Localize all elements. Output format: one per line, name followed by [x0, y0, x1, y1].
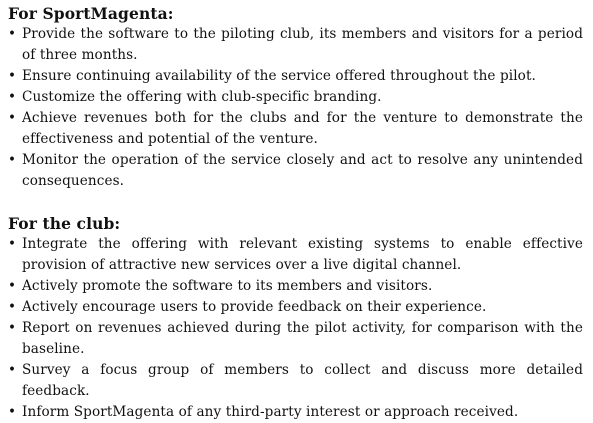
section-heading: For SportMagenta:	[8, 4, 174, 23]
bullet-icon: •	[8, 362, 17, 378]
list-item	[8, 108, 583, 150]
bullet-icon: •	[8, 404, 17, 420]
bullet-list	[8, 234, 583, 423]
list-item	[8, 297, 583, 318]
bullet-icon: •	[8, 278, 17, 294]
list-item-text: Provide the software to the piloting club, its members and visitors for a period of three months.	[22, 26, 583, 63]
sportmagenta-section	[8, 3, 583, 192]
list-item	[8, 24, 583, 66]
list-item	[8, 234, 583, 276]
bullet-icon: •	[8, 89, 17, 105]
bullet-icon: •	[8, 26, 17, 42]
list-item-text: Survey a focus group of members to collect and discuss more detailed feedback.	[22, 362, 583, 399]
list-item-text: Achieve revenues both for the clubs and for the venture to demonstrate the effectiveness and potential of the venture.	[22, 110, 583, 147]
bullet-icon: •	[8, 299, 17, 315]
bullet-list	[8, 24, 583, 192]
list-item	[8, 402, 583, 423]
list-item-text: Monitor the operation of the service closely and act to resolve any unintended consequences.	[22, 152, 583, 189]
list-item-text: Integrate the offering with relevant existing systems to enable effective provision of attractive new services over a live digital channel.	[22, 236, 583, 273]
bullet-icon: •	[8, 152, 17, 168]
list-item	[8, 318, 583, 360]
list-item-text: Inform SportMagenta of any third-party interest or approach received.	[22, 404, 519, 420]
list-item-text: Customize the offering with club-specific branding.	[22, 89, 382, 105]
list-item-text: Actively encourage users to provide feedback on their experience.	[22, 299, 487, 315]
list-item	[8, 87, 583, 108]
club-section	[8, 213, 583, 423]
section-heading: For the club:	[8, 214, 121, 233]
list-item	[8, 66, 583, 87]
list-item-text: Actively promote the software to its members and visitors.	[22, 278, 433, 294]
list-item	[8, 150, 583, 192]
list-item	[8, 360, 583, 402]
bullet-icon: •	[8, 236, 17, 252]
bullet-icon: •	[8, 320, 17, 336]
list-item-text: Report on revenues achieved during the pilot activity, for comparison with the baseline.	[22, 320, 583, 357]
bullet-icon: •	[8, 68, 17, 84]
bullet-icon: •	[8, 110, 17, 126]
list-item	[8, 276, 583, 297]
list-item-text: Ensure continuing availability of the service offered throughout the pilot.	[22, 68, 536, 84]
